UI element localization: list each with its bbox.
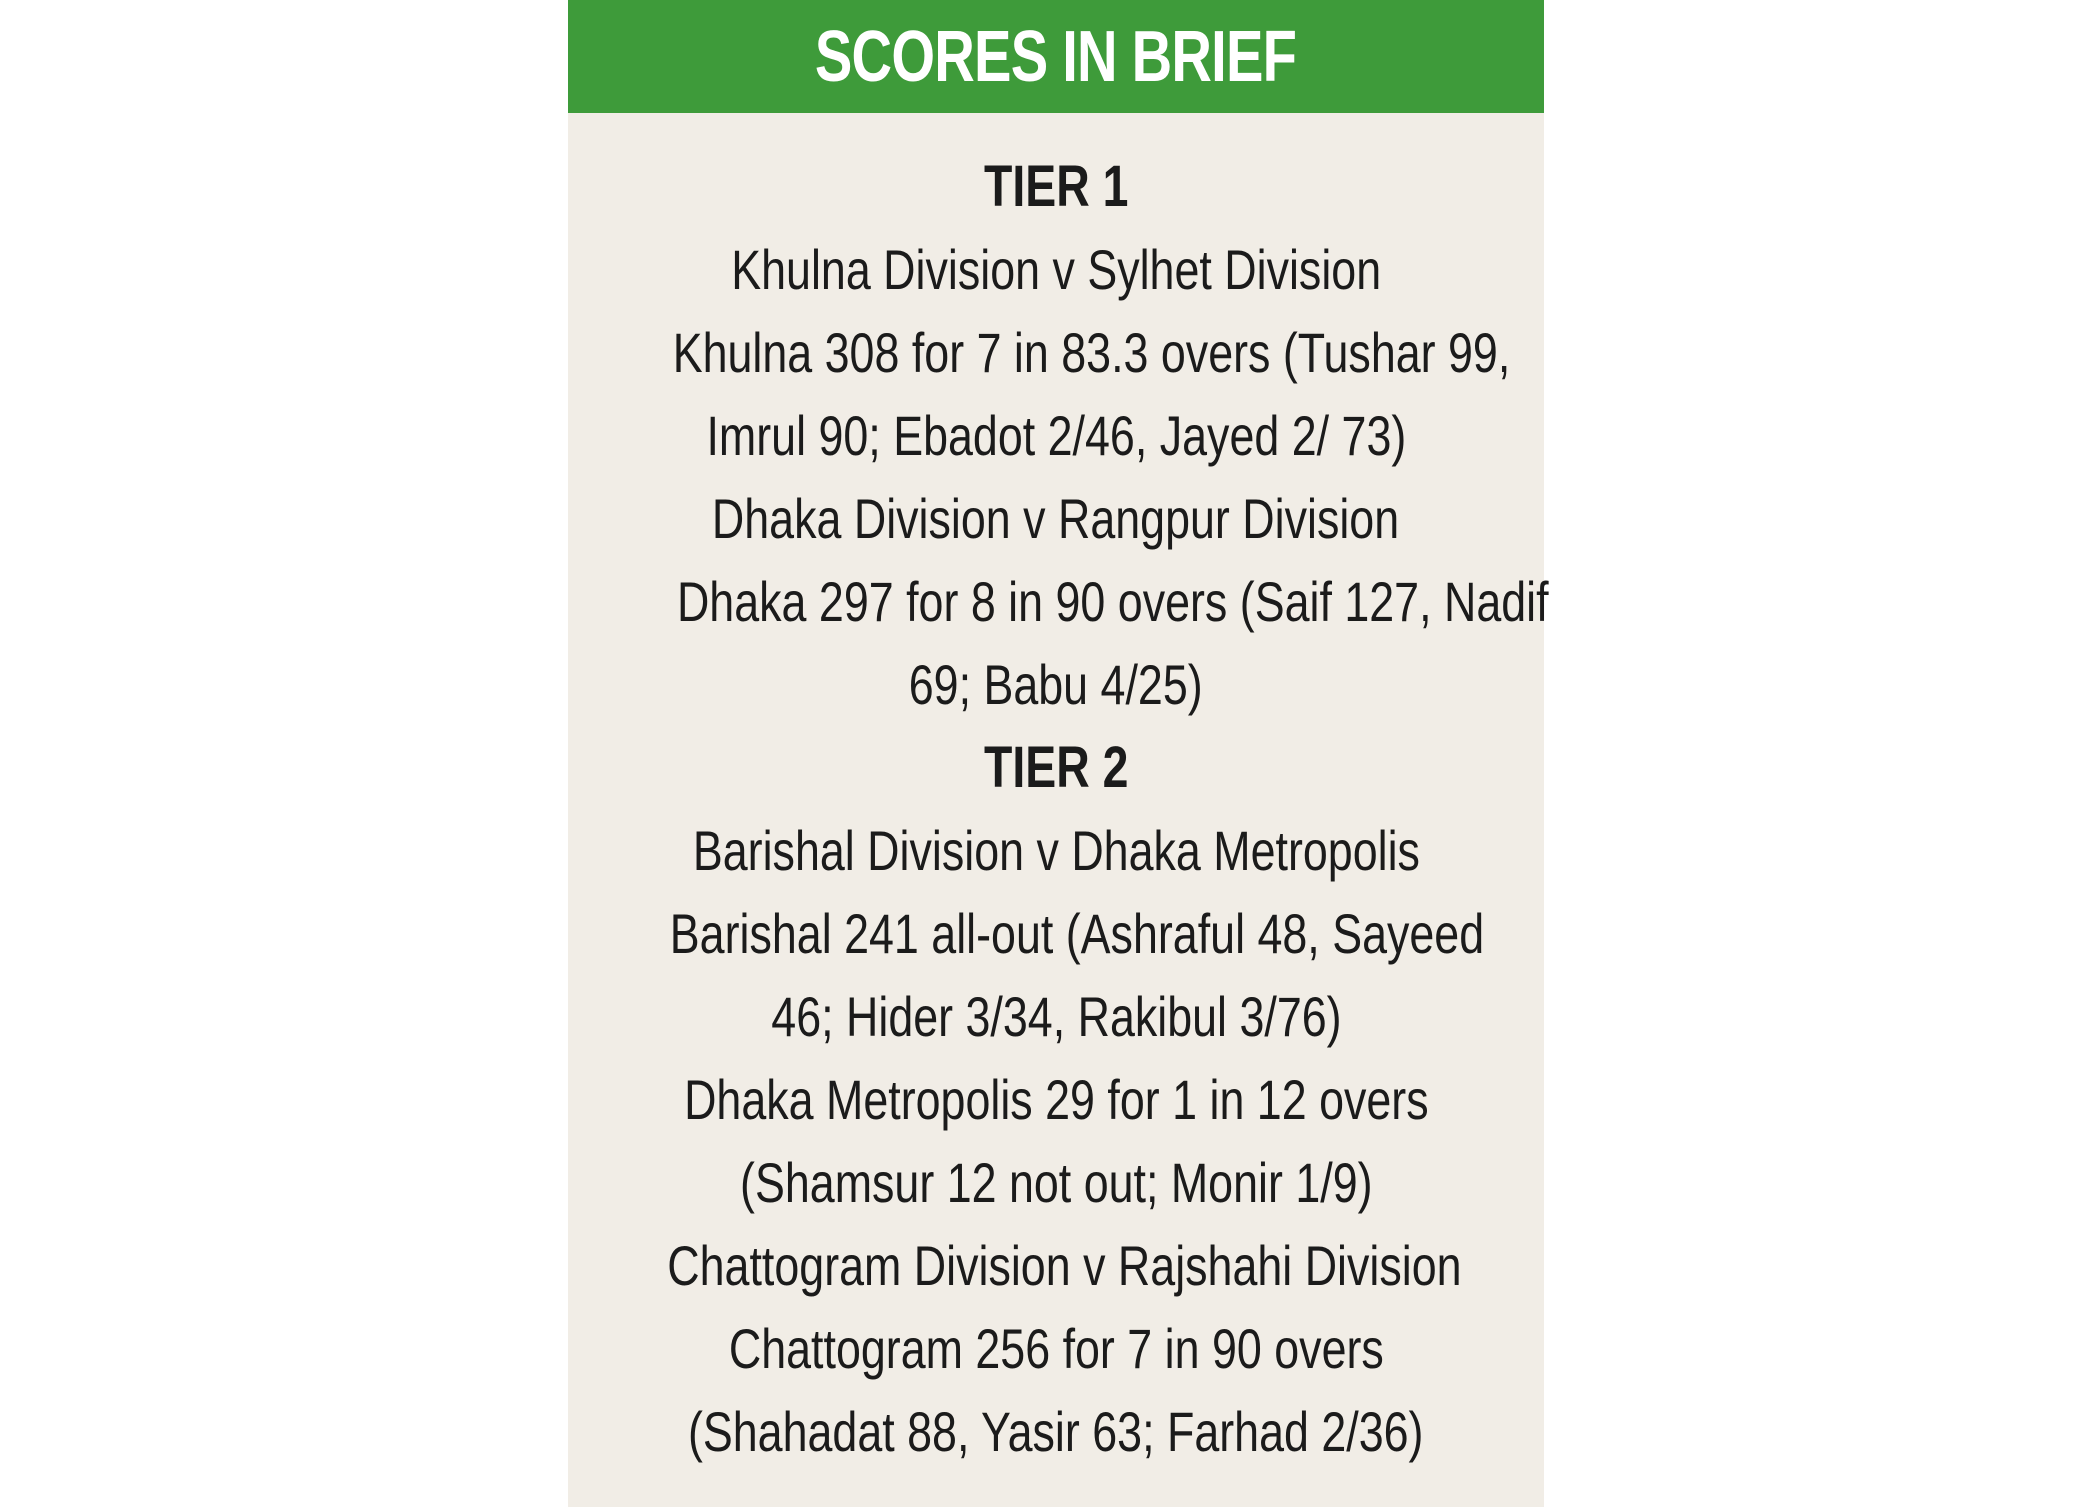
tier-2-heading: TIER 2 xyxy=(983,735,1129,800)
match-1-title: Khulna Division v Sylhet Division xyxy=(731,238,1381,301)
panel-header xyxy=(568,0,1544,113)
match-2-title: Dhaka Division v Rangpur Division xyxy=(712,487,1400,550)
match-2-score-line-2: 69; Babu 4/25) xyxy=(909,653,1203,716)
match-4-title: Chattogram Division v Rajshahi Division xyxy=(667,1234,1462,1297)
match-4-score-line-1: Chattogram 256 for 7 in 90 overs xyxy=(728,1317,1384,1380)
match-3-score-line-4: (Shamsur 12 not out; Monir 1/9) xyxy=(739,1151,1373,1214)
scores-panel xyxy=(568,0,1549,1507)
match-1-score-line-1: Khulna 308 for 7 in 83.3 overs (Tushar 99, xyxy=(672,321,1511,384)
match-3-score-line-3: Dhaka Metropolis 29 for 1 in 12 overs xyxy=(683,1068,1429,1131)
match-3-score-line-1: Barishal 241 all-out (Ashraful 48, Sayeed xyxy=(669,902,1485,965)
scores-content xyxy=(568,145,1549,1473)
match-3-title: Barishal Division v Dhaka Metropolis xyxy=(692,819,1420,882)
tier-1-heading: TIER 1 xyxy=(983,154,1129,219)
match-3-score-line-2: 46; Hider 3/34, Rakibul 3/76) xyxy=(770,985,1342,1048)
panel-title: SCORES IN BRIEF xyxy=(815,16,1297,97)
match-4-score-line-2: (Shahadat 88, Yasir 63; Farhad 2/36) xyxy=(688,1400,1424,1463)
match-1-score-line-2: Imrul 90; Ebadot 2/46, Jayed 2/ 73) xyxy=(706,404,1406,467)
match-2-score-line-1: Dhaka 297 for 8 in 90 overs (Saif 127, Nadif xyxy=(676,570,1549,633)
